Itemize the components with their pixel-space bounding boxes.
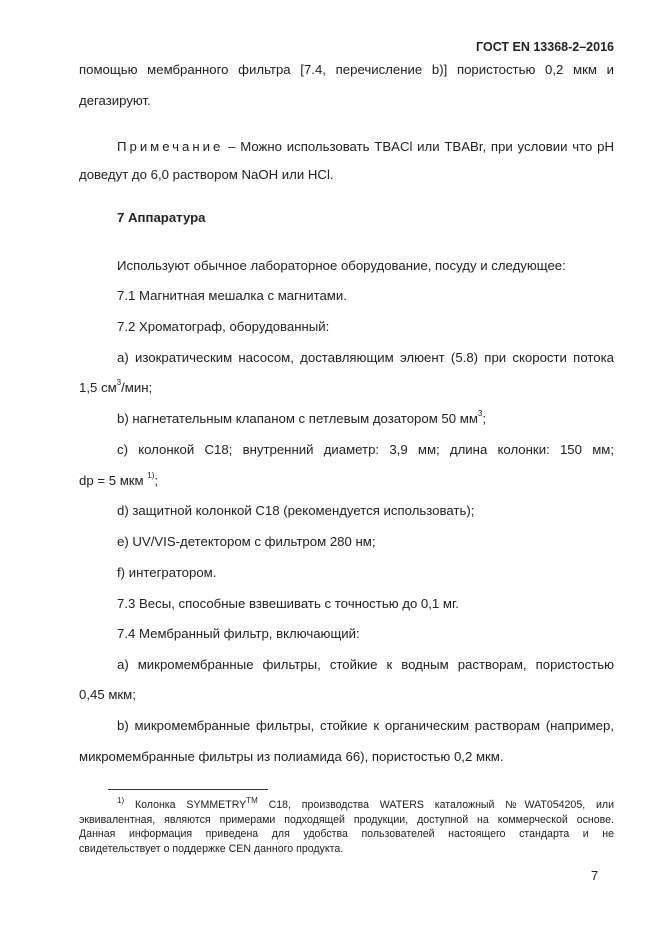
list-item: 7.2 Хроматограф, оборудованный: [117,319,330,334]
list-item: a) микромембранные фильтры, стойкие к водным растворам, пористостью [117,657,614,672]
footnote-line: эквивалентная, являются примерами подходящей продукции, доступной на коммерческой основе. [79,814,614,826]
list-item: b) микромембранные фильтры, стойкие к органическим растворам (например, [117,718,614,733]
footnote-ref[interactable]: 1) [147,471,155,480]
list-item: 7.1 Магнитная мешалка с магнитами. [117,288,347,303]
note-text: – Можно использовать TBACl или TBABr, при условии что pH [223,139,614,154]
list-item: f) интегратором. [117,565,217,580]
list-item: 7.4 Мембранный фильтр, включающий: [117,626,360,641]
list-item-continuation: dp = 5 мкм $^{1)}$; [79,471,159,488]
standard-code-header: ГОСТ EN 13368-2–2016 [476,40,614,54]
paragraph-line: дегазируют. [79,93,151,108]
footnote-divider [108,789,268,790]
page-number: 7 [591,868,599,883]
list-item: c) колонкой C18; внутренний диаметр: 3,9 мм; длина колонки: 150 мм; [117,442,614,457]
section-title: 7 Аппаратура [117,210,206,225]
note-line: доведут до 6,0 раствором NaOH или HCl. [79,167,334,182]
list-item: e) UV/VIS-детектором с фильтром 280 нм; [117,534,376,549]
paragraph-line: Используют обычное лабораторное оборудование, посуду и следующее: [117,258,566,273]
footnote-line: Данная информация приведена для удобства пользователей настоящего стандарта и не [79,828,614,840]
list-item: a) изократическим насосом, доставляющим элюент (5.8) при скорости потока [117,350,614,365]
list-item: d) защитной колонкой C18 (рекомендуется использовать); [117,503,475,518]
footnote-line: свидетельствует о поддержке CEN данного продукта. [79,843,344,855]
list-item: b) нагнетательным клапаном с петлевым дозатором 50 $мм^3$; [117,409,487,426]
list-item-continuation: 0,45 мкм; [79,687,136,702]
paragraph-line: помощью мембранного фильтра [7.4, перечисление b)] пористостью 0,2 мкм и [79,62,614,77]
footnote-line: $^{1)}$ Колонка SYMMETRY™ C18, производства WATERS каталожный №WAT054205, или [117,796,614,811]
list-item: 7.3 Весы, способные взвешивать с точностью до 0,1 мг. [117,596,459,611]
footnote-marker: 1) [117,796,125,805]
list-item-continuation: микромембранные фильтры из полиамида 66), пористостью 0,2 мкм. [79,749,504,764]
note-label: Примечание [117,139,224,154]
list-item-continuation: 1,5 $см^3$/мин; [79,378,153,395]
note-line [117,139,614,155]
